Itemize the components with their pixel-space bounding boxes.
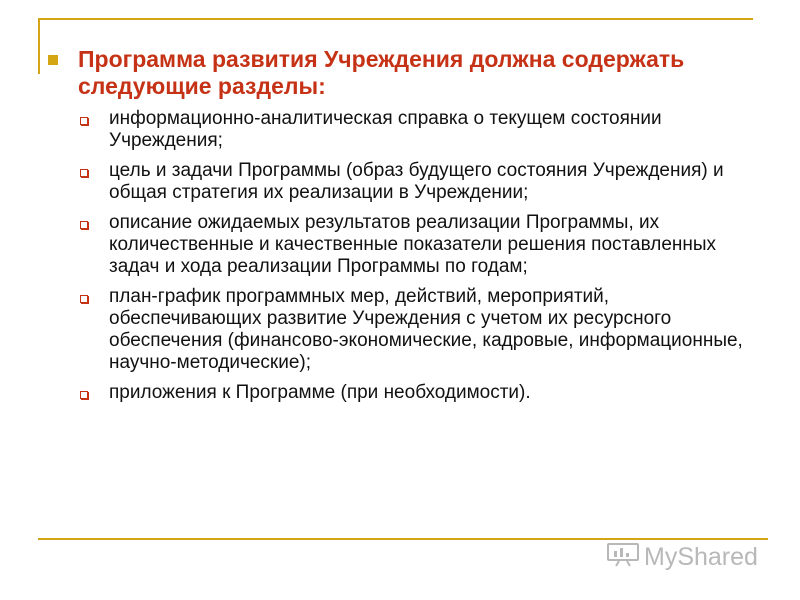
watermark-text: MyShared xyxy=(644,543,758,571)
list-item-text: описание ожидаемых результатов реализации Программы, их количественные и качественные показатели решения поставленных задач и хода реализации Программы по годам; xyxy=(109,212,717,277)
list-item-text: цель и задачи Программы (образ будущего состояния Учреждения) и общая стратегия их реализации в Учреждении; xyxy=(109,160,724,203)
slide-content xyxy=(48,46,763,412)
list-item xyxy=(80,160,763,204)
list-item-text: план-график программных мер, действий, мероприятий, обеспечивающих развитие Учреждения с учетом их ресурсного обеспечения (финансово-экономические, кадровые, информационные, научно-методические); xyxy=(109,286,743,373)
top-rule xyxy=(38,18,753,20)
list-item-text: приложения к Программе (при необходимости). xyxy=(109,382,531,403)
list-item xyxy=(80,108,763,152)
sections-list xyxy=(48,108,763,404)
hollow-square-bullet-icon xyxy=(80,221,88,229)
list-item-text: информационно-аналитическая справка о текущем состоянии Учреждения; xyxy=(109,108,662,151)
slide-headline xyxy=(48,46,763,100)
myshared-watermark xyxy=(606,541,758,574)
hollow-square-bullet-icon xyxy=(80,169,88,177)
square-bullet-icon xyxy=(48,55,58,65)
list-item xyxy=(80,212,763,278)
hollow-square-bullet-icon xyxy=(80,117,88,125)
list-item xyxy=(80,382,763,404)
left-rule xyxy=(38,18,40,74)
hollow-square-bullet-icon xyxy=(80,295,88,303)
presentation-chart-icon xyxy=(606,541,640,574)
slide-title: Программа развития Учреждения должна содержать следующие разделы: xyxy=(78,46,685,99)
list-item xyxy=(80,286,763,374)
hollow-square-bullet-icon xyxy=(80,391,88,399)
bottom-rule xyxy=(38,538,768,540)
